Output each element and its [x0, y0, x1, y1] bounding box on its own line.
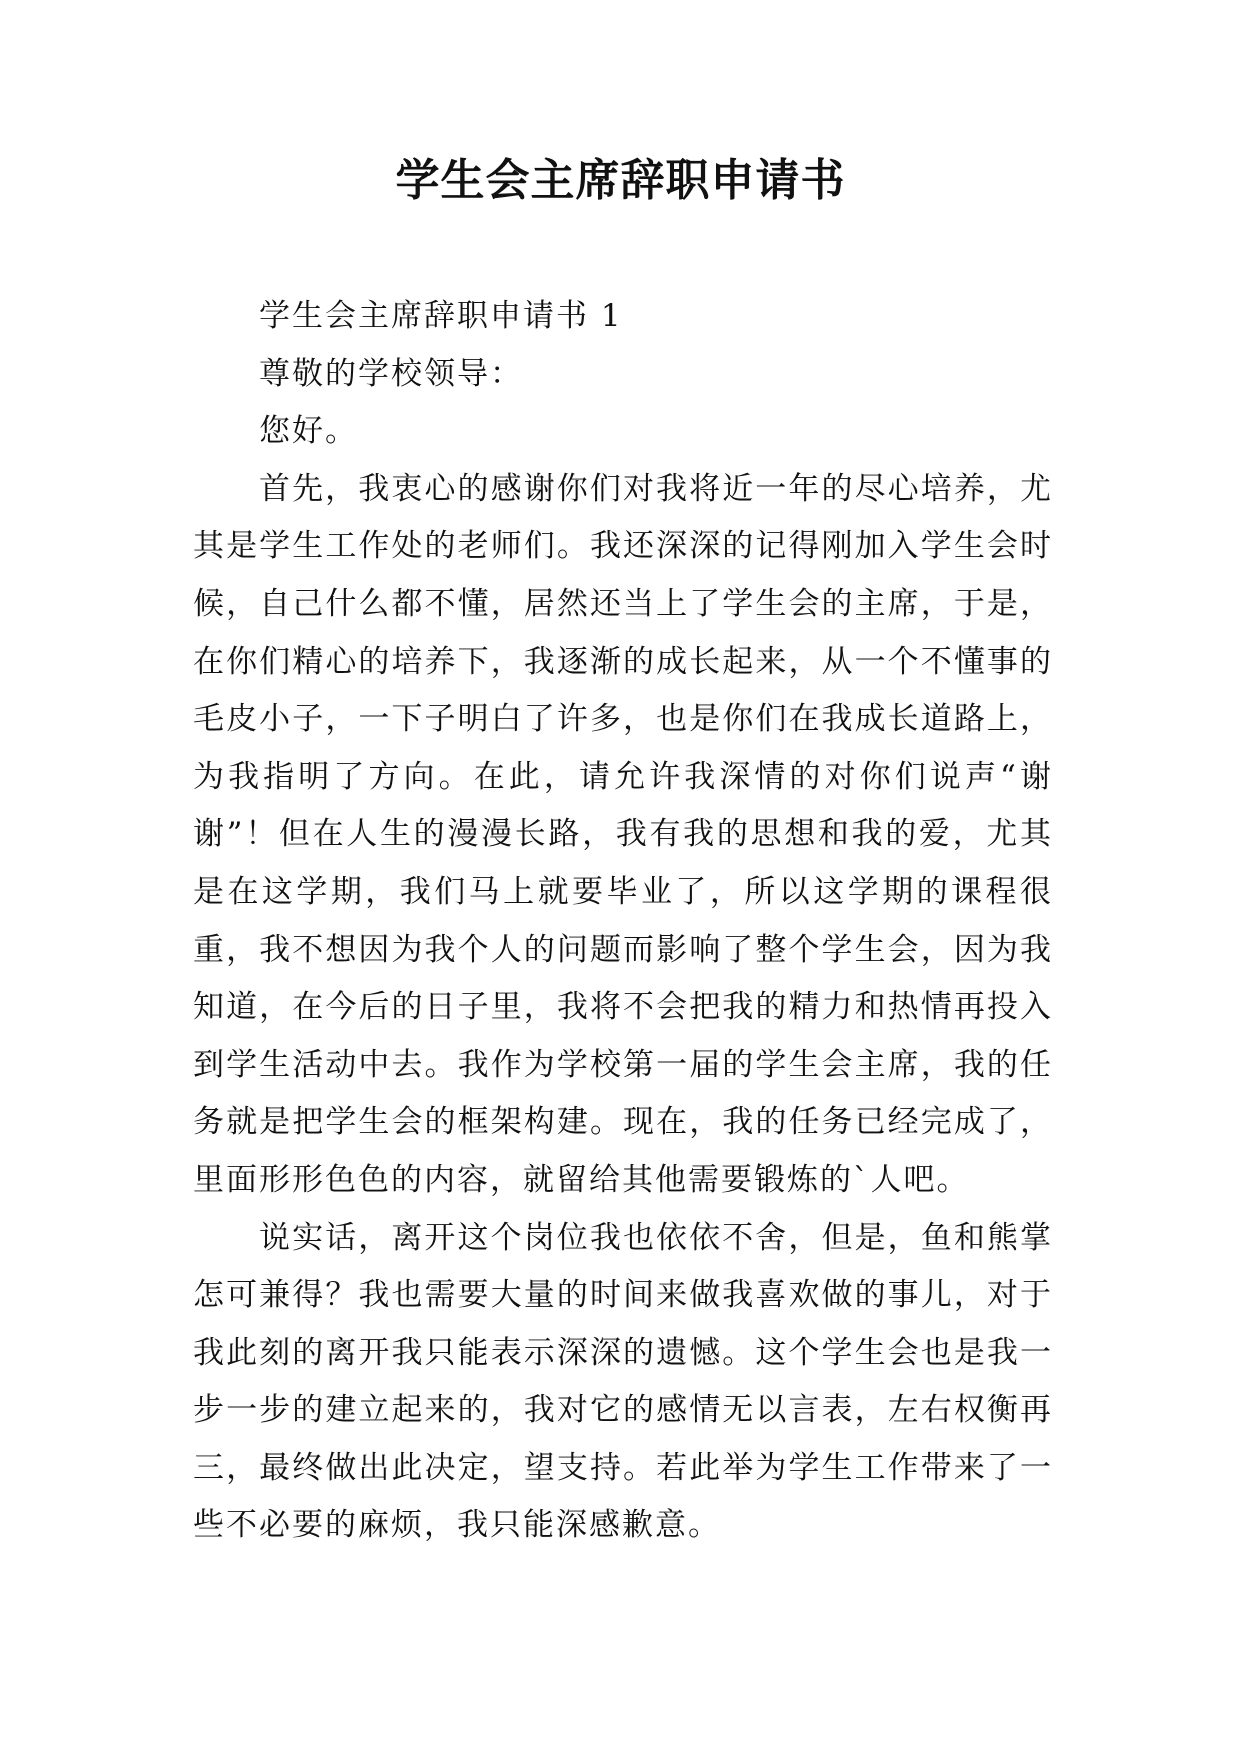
body-paragraph: 说实话，离开这个岗位我也依依不舍，但是，鱼和熊掌怎可兼得？我也需要大量的时间来做我喜欢做的事儿，对于我此刻的离开我只能表示深深的遗憾。这个学生会也是我一步一步的建立起来的，我对它的感情无以言表，左右权衡再三，最终做出此决定，望支持。若此举为学生工作带来了一些不必要的麻烦，我只能深感歉意。 — [193, 1219, 1053, 1544]
greeting: 您好。 — [259, 413, 358, 450]
document-body — [193, 288, 1053, 1555]
subtitle-line: 学生会主席辞职申请书 1 — [259, 298, 623, 334]
document-title: 学生会主席辞职申请书 — [395, 155, 846, 206]
body-paragraph: 首先，我衷心的感谢你们对我将近一年的尽心培养，尤其是学生工作处的老师们。我还深深的记得刚加入学生会时候，自己什么都不懂，居然还当上了学生会的主席，于是，在你们精心的培养下，我逐渐的成长起来，从一个不懂事的毛皮小子，一下子明白了许多，也是你们在我成长道路上，为我指明了方向。在此，请允许我深情的对你们说声“谢谢”！但在人生的漫漫长路，我有我的思想和我的爱，尤其是在这学期，我们马上就要毕业了，所以这学期的课程很重，我不想因为我个人的问题而影响了整个学生会，因为我知道，在今后的日子里，我将不会把我的精力和热情再投入到学生活动中去。我作为学校第一届的学生会主席，我的任务就是把学生会的框架构建。现在，我的任务已经完成了，里面形形色色的内容，就留给其他需要锻炼的`人吧。 — [193, 470, 1053, 1198]
salutation: 尊敬的学校领导： — [259, 355, 523, 392]
